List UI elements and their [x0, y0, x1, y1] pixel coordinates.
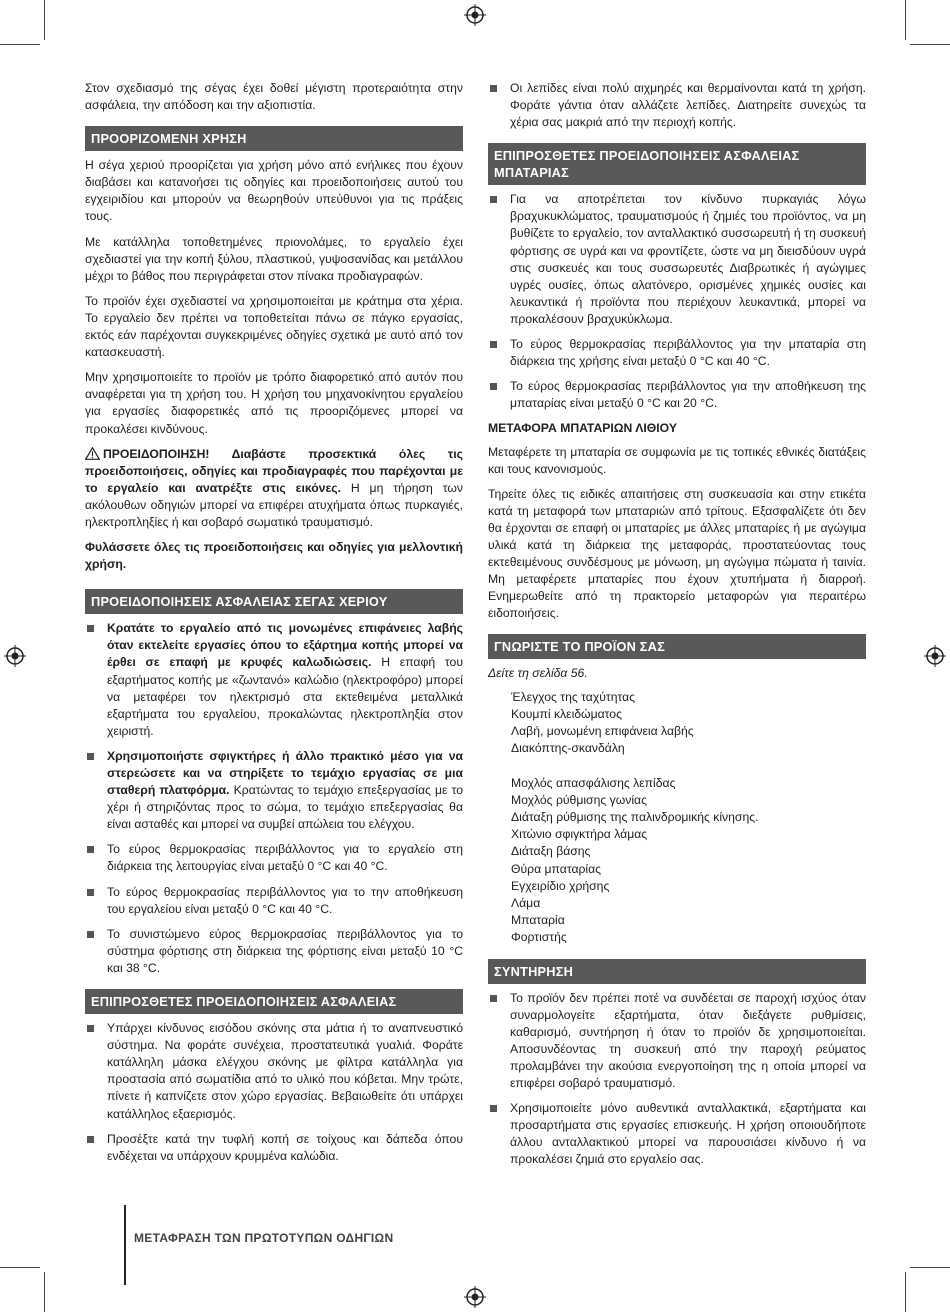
intended-use-paragraph: Μην χρησιμοποιείτε το προϊόν με τρόπο διαφορετικό από αυτόν που αναφέρεται για τη χρήση του. Η χρήση του μηχανοκίνητου εργαλείου για εργασίες διαφορετικές από τις προοριζόμενες μπορεί να προκαλέσει κινδύνους.: [85, 370, 463, 436]
list-item: Διακόπτης-σκανδάλη: [511, 741, 625, 756]
intended-use-paragraph: Με κατάλληλα τοποθετημένες πριονολάμες, το εργαλείο έχει σχεδιαστεί για την κοπή ξύλου, πλαστικού, γυψοσανίδας και μετάλλου μέχρι το βάθος που περιγράφεται στον πίνακα προδιαγραφών.: [85, 234, 463, 283]
list-item: Κρατάτε το εργαλείο από τις μονωμένες επιφάνειες λαβής όταν εκτελείτε εργασίες όπου το εξάρτημα κοπής μπορεί να έρθει σε επαφή με κρυφές καλωδιώσεις. Η επαφή του εξαρτήματος κοπής με «ζωντανό» καλώδιο (ηλεκτροφόρο) μπορεί να μεταφέρει τον ηλεκτρισμό στα εκτεθειμένα μεταλλικά εξαρτήματα του εργαλείου, προκαλώντας ηλεκτροπληξία στον χειριστή.: [85, 620, 463, 740]
warning-paragraph: [85, 446, 463, 531]
warning-triangle-icon: [85, 447, 100, 460]
warning-text: Η μη τήρηση των ακόλουθων οδηγιών μπορεί να επιφέρει ατυχήματα όπως πυρκαγιές, ηλεκτροπληξίες ή και σοβαρό σωματικό τραυματισμό.: [85, 480, 463, 529]
list-item: Το εύρος θερμοκρασίας περιβάλλοντος για την αποθήκευση της μπαταρίας είναι μεταξύ 0 °C και 20 °C.: [488, 378, 866, 412]
maintenance-list: [488, 990, 866, 1169]
list-item: Χρησιμοποιείτε μόνο αυθεντικά ανταλλακτικά, εξαρτήματα και προσαρτήματα στις εργασίες επισκευής. Η χρήση οποιουδήποτε άλλου ανταλλακτικού μπορεί να παρουσιάσει κίνδυνο ή να προκαλέσει ζημιά στο εργαλείο σας.: [488, 1100, 866, 1168]
registration-mark-icon: [924, 645, 946, 667]
list-item: Λάμα: [511, 895, 541, 910]
crop-mark: [44, 1272, 45, 1312]
intro-paragraph: Στον σχεδιασμό της σέγας έχει δοθεί μέγιστη προτεραιότητα στην ασφάλεια, την απόδοση και την αξιοπιστία.: [85, 81, 463, 113]
list-item: Μοχλός ρύθμισης γωνίας: [511, 792, 647, 807]
battery-safety-list: [488, 191, 866, 412]
crop-mark: [44, 0, 45, 40]
list-item: Το προϊόν δεν πρέπει ποτέ να συνδέεται σε παροχή ισχύος όταν συναρμολογείτε εξαρτήματα, όταν διεξάγετε ρυθμίσεις, καθαρισμό, συντήρηση ή όταν το προϊόν δε χρησιμοποιείται. Αποσυνδέοντας τη συσκευή από την παροχή ρεύματος προλαμβάνει την ακούσια ενεργοποίηση της η οποία μπορεί να επιφέρει σοβαρό τραυματισμό.: [488, 990, 866, 1093]
list-item: Χρησιμοποιήστε σφιγκτήρες ή άλλο πρακτικό μέσο για να στερεώσετε και να στηρίξετε το τεμάχιο εργασίας σε μια σταθερή πλατφόρμα. Κρατώντας το τεμάχιο επεξεργασίας με το χέρι ή στηριζόντας προς το σώμα, το τεμάχιο επεξεργασίας θα είναι ασταθές και μπορεί να συμβεί απώλεια του ελέγχου.: [85, 748, 463, 833]
list-item: Το συνιστώμενο εύρος θερμοκρασίας περιβάλλοντος για το σύστημα φόρτισης στη διάρκεια της φόρτισης είναι μεταξύ 10 °C και 38 °C.: [85, 926, 463, 977]
list-item: Εγχειρίδιο χρήσης: [511, 878, 610, 893]
intended-use-paragraph: Το προϊόν έχει σχεδιαστεί να χρησιμοποιείται με κράτημα στα χέρια. Το εργαλείο δεν πρέπει να τοποθετείται πάνω σε πάγκο εργασίας, εκτός εάν παρέχονται συγκεκριμένες οδηγίες σχετικά με αυτό από τον κατασκευαστή.: [85, 293, 463, 360]
list-item: Διάταξη βάσης: [511, 844, 591, 859]
know-product-heading: ΓΝΩΡΙΣΤΕ ΤΟ ΠΡΟΪΟΝ ΣΑΣ: [488, 634, 866, 659]
crop-mark: [910, 1267, 950, 1268]
crop-mark: [905, 0, 906, 40]
list-item: Χιτώνιο σφιγκτήρα λάμας: [511, 827, 648, 842]
list-item: Κουμπί κλειδώματος: [511, 706, 622, 721]
warning-bold-text: ΠΡΟΕΙΔΟΠΟΙΗΣΗ! Διαβάστε προσεκτικά όλες τις προειδοποιήσεις, οδηγίες και προδιαγραφές που παρέχονται με το εργαλείο και ανατρέξτε στις εικόνες.: [85, 446, 463, 495]
additional-safety-list: [85, 1020, 463, 1165]
list-item: Θύρα μπαταρίας: [511, 861, 602, 876]
list-item: Το εύρος θερμοκρασίας περιβάλλοντος για το την αποθήκευση του εργαλείου είναι μεταξύ 0 °C και 40 °C.: [85, 884, 463, 918]
crop-mark: [910, 44, 950, 45]
left-column: [85, 80, 463, 1173]
registration-mark-icon: [464, 4, 486, 26]
list-item: Λαβή, μονωμένη επιφάνεια λαβής: [511, 723, 694, 738]
list-item: Το εύρος θερμοκρασίας περιβάλλοντος για την μπαταρία στη διάρκεια της χρήσης είναι μεταξύ 0 °C και 40 °C.: [488, 336, 866, 370]
list-item: Για να αποτρέπεται τον κίνδυνο πυρκαγιάς λόγω βραχυκυκλώματος, τραυματισμούς ή ζημιές του προϊόντος, να μη βυθίζετε το εργαλείο, τον ανταλλακτικό συσσωρευτή ή τη συσκευή φόρτισης σε υγρά και να φροντίζετε, ώστε να μη διεισδύουν υγρά στις συσκευές και τους συσσωρευτές Διαβρωτικές ή αγώγιμες υγρές ουσίες, όπως αλατόνερο, ορισμένες χημικές ουσίες και λευκαντικά ή προϊόντα που περιέχουν λευκαντικά, μπορεί να προκαλέσουν βραχυκύκλωμα.: [488, 191, 866, 328]
blades-list: [488, 80, 866, 131]
maintenance-heading: ΣΥΝΤΗΡΗΣΗ: [488, 959, 866, 984]
crop-mark: [0, 44, 40, 45]
footer-divider: [124, 1205, 126, 1285]
list-item: Προσέξτε κατά την τυφλή κοπή σε τοίχους και δάπεδα όπου ενδέχεται να υπάρχουν κρυμμένα καλώδια.: [85, 1131, 463, 1165]
intended-use-paragraph: Η σέγα χεριού προορίζεται για χρήση μόνο από ενήλικες που έχουν διαβάσει και κατανοήσει τις οδηγίες και προειδοποιήσεις αυτού του εγχειριδίου και μπορούν να θεωρηθούν υπεύθυνοι για τις πράξεις τους.: [85, 158, 463, 224]
list-item: Φορτιστής: [511, 930, 567, 945]
page-footer: ΜΕΤΑΦΡΑΣΗ ΤΩΝ ΠΡΩΤΟΤΥΠΩΝ ΟΔΗΓΙΩΝ: [134, 1231, 394, 1245]
transport-heading: ΜΕΤΑΦΟΡΑ ΜΠΑΤΑΡΙΩΝ ΛΙΘΙΟΥ: [488, 421, 677, 436]
list-item: Το εύρος θερμοκρασίας περιβάλλοντος για το εργαλείο στη διάρκεια της λειτουργίας είναι μεταξύ 0 °C και 40 °C.: [85, 841, 463, 875]
crop-mark: [0, 1267, 40, 1268]
additional-safety-heading: ΕΠΙΠΡΟΣΘΕΤΕΣ ΠΡΟΕΙΔΟΠΟΙΗΣΕΙΣ ΑΣΦΑΛΕΙΑΣ: [85, 989, 463, 1014]
crop-mark: [905, 1272, 906, 1312]
transport-paragraph: Τηρείτε όλες τις ειδικές απαιτήσεις στη συσκευασία και στην ετικέτα κατά τη μεταφορά των μπαταριών από τρίτους. Εξασφαλίζετε ότι δεν θα έρχονται σε επαφή οι μπαταρίες με άλλες μπαταρίες ή με αγώγιμα υλικά κατά τη διάρκεια της μεταφοράς, προστατεύοντας τους εκτεθειμένους συνδέσμους με μόνωση, μη αγώγιμα πώματα ή ταινία. Μη μεταφέρετε μπαταρίες που έχουν χτυπήματα ή διαρροή. Ενημερωθείτε από τη πρακτορείο μεταφορών για περαιτέρω ειδοποιήσεις.: [488, 486, 866, 621]
parts-list: [511, 689, 866, 947]
transport-paragraph: Μεταφέρετε τη μπαταρία σε συμφωνία με τις τοπικές εθνικές διατάξεις και τους κανονισμούς.: [488, 444, 866, 476]
registration-mark-icon: [464, 1286, 486, 1308]
registration-mark-icon: [4, 645, 26, 667]
list-item: Έλεγχος της ταχύτητας: [511, 689, 636, 704]
list-item: Οι λεπίδες είναι πολύ αιχμηρές και θερμαίνονται κατά τη χρήση. Φοράτε γάντια όταν αλλάζετε λεπίδες. Διατηρείτε συνεχώς τα χέρια σας μακριά από την περιοχή κοπής.: [488, 80, 866, 131]
list-item: Μοχλός απασφάλισης λεπίδας: [511, 775, 676, 790]
list-item: Μπαταρία: [511, 913, 565, 928]
right-column: [488, 80, 866, 1177]
see-page-reference: Δείτε τη σελίδα 56.: [488, 666, 588, 681]
keep-instructions: Φυλάσσετε όλες τις προειδοποιήσεις και οδηγίες για μελλοντική χρήση.: [85, 540, 463, 572]
saw-safety-list: [85, 620, 463, 977]
intended-use-heading: ΠΡΟΟΡΙΖΟΜΕΝΗ ΧΡΗΣΗ: [85, 126, 463, 151]
saw-safety-heading: ΠΡΟΕΙΔΟΠΟΙΗΣΕΙΣ ΑΣΦΑΛΕΙΑΣ ΣΕΓΑΣ ΧΕΡΙΟΥ: [85, 589, 463, 614]
list-item: Υπάρχει κίνδυνος εισόδου σκόνης στα μάτια ή το αναπνευστικό σύστημα. Να φοράτε συνέχεια, προστατευτικά γυαλιά. Φοράτε κατάλληλη μάσκα ελέγχου σκόνης με φίλτρα κατάλληλα για προστασία από σωματίδια από το υλικό που κόβεται. Μην τρώτε, πίνετε ή καπνίζετε στον χώρο εργασίας. Βεβαιωθείτε ότι υπάρχει κατάλληλος εξαερισμός.: [85, 1020, 463, 1123]
battery-safety-heading: ΕΠΙΠΡΟΣΘΕΤΕΣ ΠΡΟΕΙΔΟΠΟΙΗΣΕΙΣ ΑΣΦΑΛΕΙΑΣ ΜΠΑΤΑΡΙΑΣ: [488, 143, 866, 185]
list-item: Διάταξη ρύθμισης της παλινδρομικής κίνησης.: [511, 809, 759, 824]
